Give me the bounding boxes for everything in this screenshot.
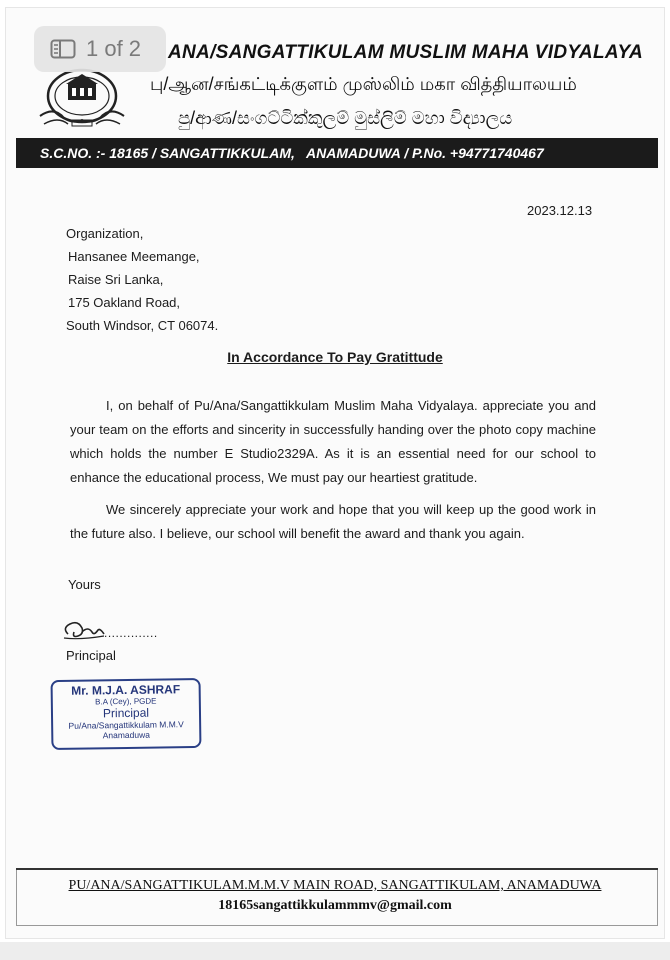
page-counter[interactable] — [34, 26, 166, 72]
recipient-line: Raise Sri Lanka, — [68, 272, 164, 287]
letter-closing: Yours — [68, 577, 101, 592]
recipient-line: Hansanee Meemange, — [68, 249, 200, 264]
recipient-line: 175 Oakland Road, — [68, 295, 181, 310]
recipient-line: Organization, — [66, 226, 144, 241]
letter-paragraph-1 — [70, 394, 596, 490]
footer-email: 18165sangattikkulammmv@gmail.com — [218, 898, 452, 913]
school-name-english: ANA/SANGATTIKULAM MUSLIM MAHA VIDYALAYA — [168, 42, 644, 63]
page-view-icon — [50, 39, 76, 59]
stamp-title: Principal — [102, 705, 150, 721]
stamp-qualifications: B.A (Cey), PGDE — [95, 696, 157, 707]
letter-date: 2023.12.13 — [527, 203, 593, 218]
letter-subject: In Accordance To Pay Gratittude — [227, 349, 443, 365]
school-name-tamil: பு/ஆன/சங்கட்டிக்குளம் முஸ்லிம் மகா வித்தியாலயம் — [150, 74, 577, 94]
signature-dots: .............. — [104, 626, 158, 640]
signature-scribble-icon — [60, 614, 108, 644]
school-details-bar: S.C.NO. :- 18165 / SANGATTIKKULAM, ANAMADUWA / P.No. +94771740467 — [16, 138, 658, 168]
paragraph-2-text: We sincerely appreciate your work and hope that you will keep up the good work in the future also. I believe, our school will benefit the award and thank you again. — [70, 502, 596, 541]
recipient-address — [66, 222, 218, 337]
next-page-edge — [0, 942, 670, 960]
school-name-sinhala: පු/ආණ/සංගට්ටික්කුලම් මුස්ලිම් මහා විද්‍යාලය — [178, 108, 513, 128]
paragraph-1-text: I, on behalf of Pu/Ana/Sangattikkulam Muslim Maha Vidyalaya. appreciate you and your team on the efforts and sincerity in successfully handing over the photo copy machine which holds the number E Studio2329A. As it is an essential need for our school to enhance the educational process, We must pay our heartiest gratitude. — [70, 398, 596, 485]
school-crest-icon — [34, 66, 130, 130]
stamp-name: Mr. M.J.A. ASHRAF — [71, 682, 181, 698]
footer-address: PU/ANA/SANGATTIKULAM.M.M.V MAIN ROAD, SANGATTIKULAM, ANAMADUWA — [68, 878, 602, 893]
stamp-school: Pu/Ana/Sangattikkulam M.M.V — [68, 719, 184, 731]
stamp-town: Anamaduwa — [102, 729, 150, 741]
recipient-line: South Windsor, CT 06074. — [66, 318, 219, 333]
letter-paragraph-2 — [70, 498, 596, 546]
signature — [60, 614, 170, 644]
signer-title: Principal — [66, 648, 116, 663]
page-counter-label: 1 of 2 — [86, 36, 142, 61]
principal-stamp — [51, 678, 202, 750]
